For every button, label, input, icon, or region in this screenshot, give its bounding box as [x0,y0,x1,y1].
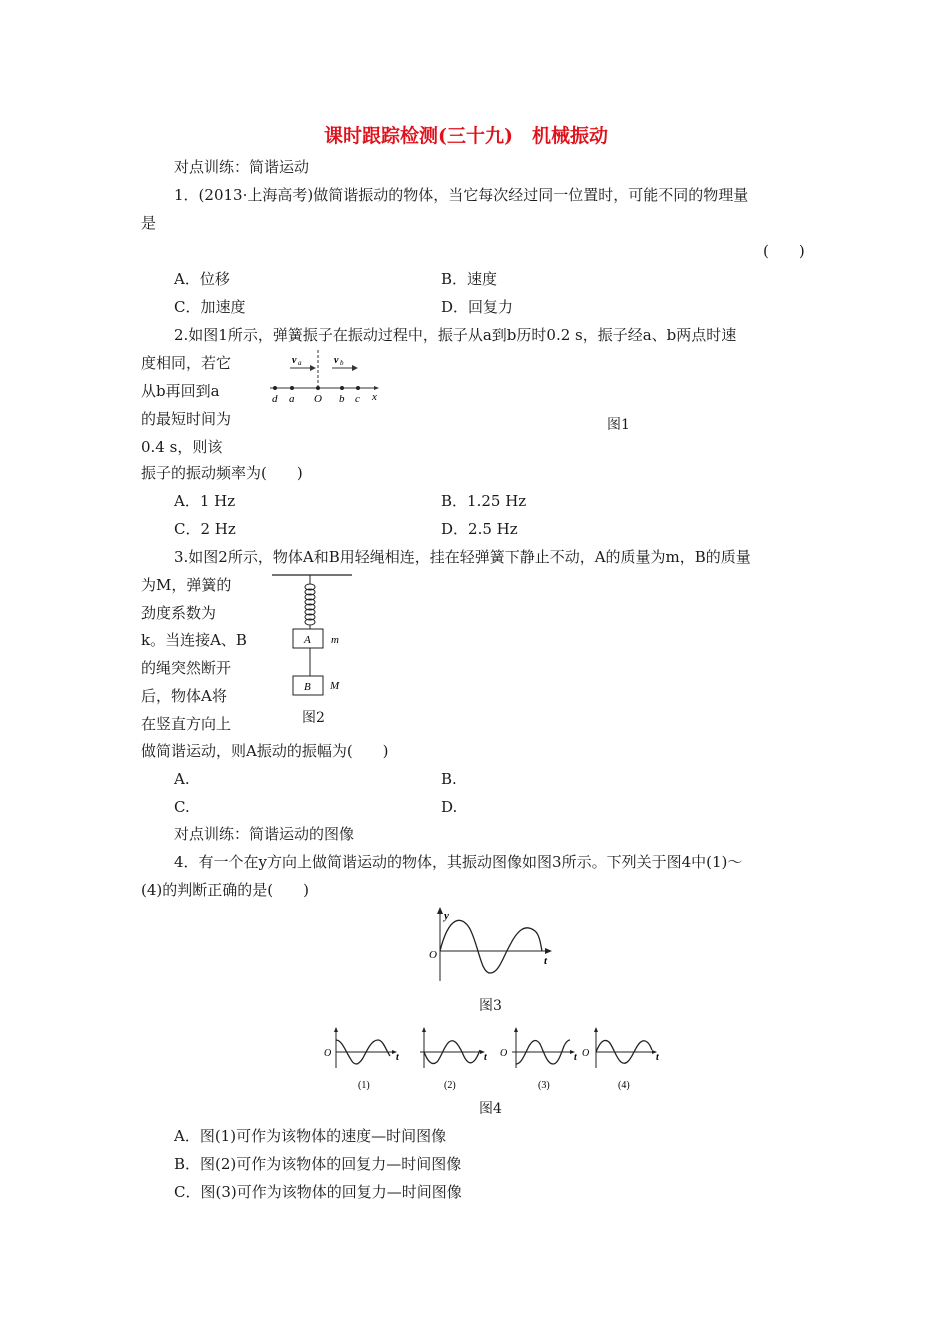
velocity-a-sub: a [298,359,302,367]
figure-2-caption: 图2 [302,710,325,726]
graph-3-label: (3) [538,1080,550,1091]
option-d: D．2.5 Hz [441,520,518,538]
question-4-text-cont: (4)的判断正确的是( ) [141,881,309,899]
graph-2-label: (2) [444,1080,456,1091]
point-b: b [339,393,345,405]
graph-4-label: (4) [618,1080,630,1091]
question-1-text: 1．(2013·上海高考)做简谐振动的物体，当它每次经过同一位置时，可能不同的物理量 [174,186,749,204]
option-b: B．速度 [441,270,498,288]
question-3-text: 3.如图2所示，物体A和B用轻绳相连，挂在轻弹簧下静止不动，A的质量为m，B的质量 [174,548,751,566]
option-b: B. [441,770,457,788]
option-a: A. [174,770,190,788]
block-b-label: B [304,681,311,693]
question-3-wrap-2: 劲度系数为 [141,604,217,622]
question-2-wrap-3: 的最短时间为 [141,410,232,428]
question-3-wrap-3: k。当连接A、B [141,631,247,649]
page-title: 课时跟踪检测(三十九) 机械振动 [324,125,608,147]
point-o: O [314,393,322,405]
figure-2-spring-masses [270,570,360,702]
graph-1-label: (1) [358,1080,370,1091]
figure-1-caption: 图1 [607,417,630,433]
velocity-b-label: v [334,355,339,366]
question-2-wrap-2: 从b再回到a [141,382,220,400]
option-b: B．1.25 Hz [441,492,527,510]
question-3-wrap-4: 的绳突然断开 [141,659,232,677]
question-3-wrap-6: 在竖直方向上 [141,715,232,733]
option-a: A．1 Hz [174,492,236,510]
origin-label: O [500,1048,508,1059]
t-axis-label: t [396,1052,399,1063]
question-3-text-end: 做简谐运动，则A振动的振幅为( ) [141,742,389,760]
section-heading: 对点训练：简谐运动 [174,158,310,176]
graph-2 [420,1027,488,1091]
option-d: D．回复力 [441,298,514,316]
point-c: c [355,393,360,405]
answer-blank: ( ) [763,242,805,260]
question-1-text-cont: 是 [141,214,157,232]
question-3-wrap-1: 为M，弹簧的 [141,576,232,594]
graph-1 [324,1027,400,1091]
graph-3 [500,1027,578,1091]
question-4-text: 4．有一个在y方向上做简谐运动的物体，其振动图像如图3所示。下列关于图4中(1)～ [174,853,743,871]
figure-1-spring-oscillator [262,346,392,406]
block-a-label: A [304,634,311,646]
option-d: D. [441,798,458,816]
y-axis-label: y [444,910,449,922]
question-2-text-end: 振子的振动频率为( ) [141,464,303,482]
question-2-wrap-1: 度相同，若它 [141,354,232,372]
question-2-text: 2.如图1所示，弹簧振子在振动过程中，振子从a到b历时0.2 s，振子经a、b两点时速 [174,326,737,344]
option-c: C．图(3)可作为该物体的回复力—时间图像 [174,1183,462,1201]
question-3-wrap-5: 后，物体A将 [141,687,227,705]
mass-big-m-label: M [330,680,340,692]
point-d: d [272,393,278,405]
velocity-a-label: v [292,355,297,366]
option-a: A．位移 [174,270,230,288]
velocity-b-sub: b [340,359,344,367]
option-c: C．加速度 [174,298,246,316]
option-a: A．图(1)可作为该物体的速度—时间图像 [174,1127,447,1145]
origin-label: O [429,949,437,961]
axis-x-label: x [372,391,377,403]
figure-4-graphs [320,1022,665,1094]
figure-3-caption: 图3 [479,998,502,1014]
point-a: a [289,393,295,405]
question-2-wrap-4: 0.4 s，则该 [141,438,223,456]
option-b: B．图(2)可作为该物体的回复力—时间图像 [174,1155,462,1173]
t-axis-label: t [574,1052,577,1063]
section-heading: 对点训练：简谐运动的图像 [174,825,355,843]
option-c: C. [174,798,190,816]
figure-4-caption: 图4 [479,1101,502,1117]
t-axis-label: t [484,1052,487,1063]
graph-4 [582,1027,660,1091]
option-c: C．2 Hz [174,520,236,538]
figure-3-vibration-graph [425,905,560,987]
origin-label: O [582,1048,590,1059]
t-axis-label: t [656,1052,659,1063]
mass-m-label: m [331,634,339,646]
origin-label: O [324,1048,332,1059]
t-axis-label: t [544,955,548,967]
